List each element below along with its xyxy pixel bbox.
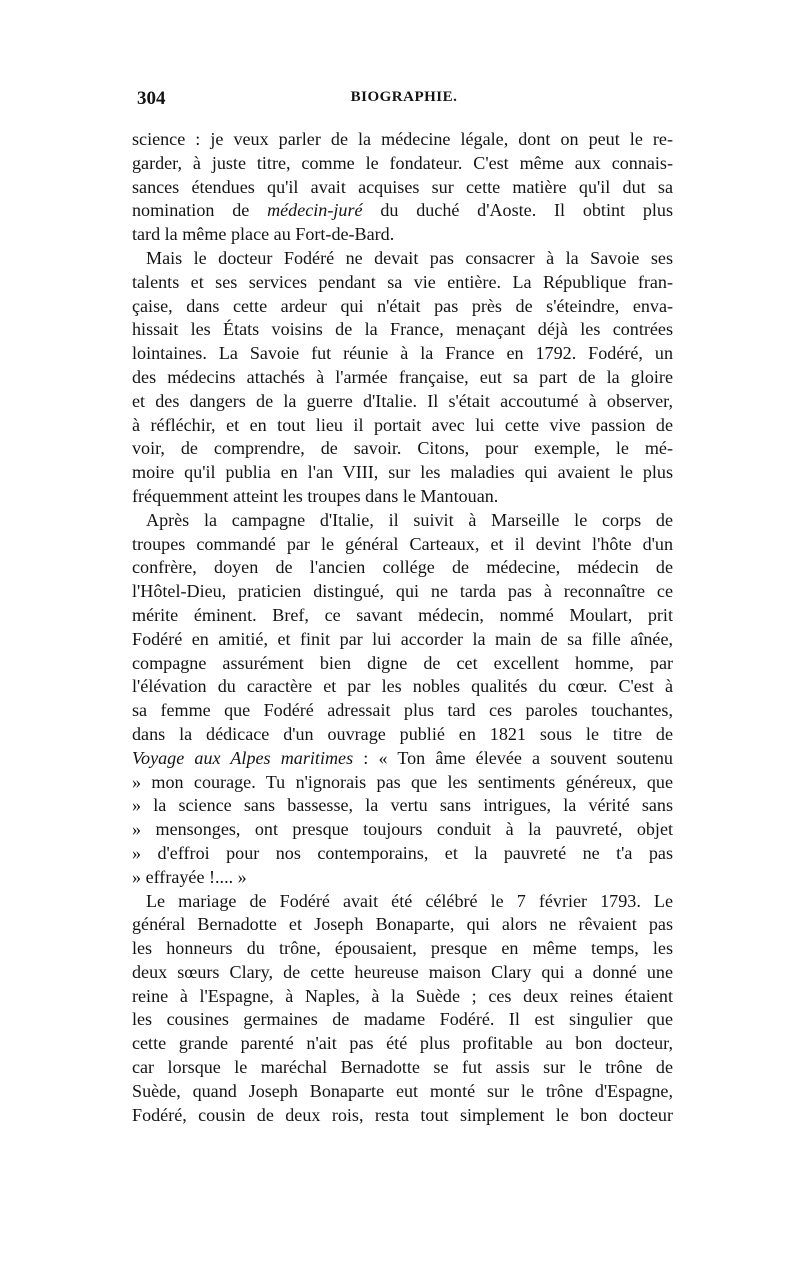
text-line	[132, 366, 673, 390]
text-line	[132, 1008, 673, 1032]
text-line	[132, 1080, 673, 1104]
text-line	[132, 913, 673, 937]
text-segment: les cousines germaines de madame Fodéré. Il est singulier que	[132, 1009, 673, 1030]
text-segment: Suède, quand Joseph Bonaparte eut monté sur le trône d'Espagne,	[132, 1080, 673, 1101]
text-segment: sances étendues qu'il avait acquises sur cette matière qu'il dut sa	[132, 176, 673, 197]
text-line	[132, 414, 673, 438]
text-segment: troupes commandé par le général Carteaux, et il devint l'hôte d'un	[132, 533, 673, 554]
italic-text-segment: médecin-juré	[267, 200, 363, 221]
text-segment: Fodéré en amitié, et finit par lui accorder la main de sa fille aînée,	[132, 628, 673, 649]
text-line	[132, 509, 673, 533]
page-number: 304	[137, 88, 166, 109]
text-line	[132, 271, 673, 295]
text-segment: » mon courage. Tu n'ignorais pas que les sentiments généreux, que	[132, 771, 673, 792]
running-title: BIOGRAPHIE.	[350, 89, 458, 105]
text-line	[132, 961, 673, 985]
text-segment: hissait les États voisins de la France, menaçant déjà les contrées	[132, 319, 673, 340]
text-segment: voir, de comprendre, de savoir. Citons, pour exemple, le mé-	[132, 438, 673, 459]
text-segment: mérite éminent. Bref, ce savant médecin, nommé Moulart, prit	[132, 604, 673, 625]
text-segment: nomination de	[132, 200, 268, 221]
text-line	[132, 437, 673, 461]
text-line	[132, 747, 673, 771]
text-segment: talents et ses services pendant sa vie entière. La République fran-	[132, 271, 673, 292]
text-segment: » d'effroi pour nos contemporains, et la pauvreté ne t'a pas	[132, 842, 673, 863]
text-line	[132, 771, 673, 795]
text-segment: lointaines. La Savoie fut réunie à la France en 1792. Fodéré, un	[132, 343, 673, 364]
text-line	[132, 794, 673, 818]
italic-text-segment: Voyage aux Alpes maritimes	[132, 747, 354, 768]
text-line	[132, 818, 673, 842]
text-segment: » mensonges, ont presque toujours conduit à la pauvreté, objet	[132, 819, 673, 840]
text-segment: çaise, dans cette ardeur qui n'était pas près de s'éteindre, enva-	[132, 295, 673, 316]
text-segment: confrère, doyen de l'ancien collége de médecine, médecin de	[132, 557, 673, 578]
text-segment: reine à l'Espagne, à Naples, à la Suède ; ces deux reines étaient	[132, 985, 673, 1006]
text-line	[132, 461, 673, 485]
text-segment: des médecins attachés à l'armée française, eut sa part de la gloire	[132, 366, 673, 387]
text-line	[132, 652, 673, 676]
text-line	[132, 866, 673, 890]
text-segment: science : je veux parler de la médecine légale, dont on peut le re-	[132, 129, 673, 149]
text-line	[132, 580, 673, 604]
text-segment: du duché d'Aoste. Il obtint plus	[362, 200, 674, 221]
text-segment: » la science sans bassesse, la vertu sans intrigues, la vérité sans	[132, 795, 673, 816]
text-line	[132, 295, 673, 319]
text-line	[132, 1104, 673, 1128]
text-segment: et des dangers de la guerre d'Italie. Il s'était accoutumé à observer,	[132, 390, 673, 411]
text-line	[132, 723, 673, 747]
text-segment: à réfléchir, et en tout lieu il portait avec lui cette vive passion de	[132, 414, 673, 435]
text-segment: l'élévation du caractère et par les nobles qualités du cœur. C'est à	[132, 676, 673, 697]
text-line	[132, 318, 673, 342]
text-line	[132, 890, 673, 914]
text-line	[132, 842, 673, 866]
text-segment: compagne assurément bien digne de cet excellent homme, par	[132, 652, 673, 673]
text-segment: les honneurs du trône, épousaient, presque en même temps, les	[132, 938, 673, 959]
text-segment: car lorsque le maréchal Bernadotte se fut assis sur le trône de	[132, 1057, 673, 1078]
text-segment: garder, à juste titre, comme le fondateur. C'est même aux connais-	[132, 152, 673, 173]
text-line	[132, 199, 673, 223]
text-line	[132, 128, 673, 152]
text-line	[132, 247, 673, 271]
text-line	[132, 152, 673, 176]
text-line	[132, 390, 673, 414]
text-line	[132, 937, 673, 961]
text-line	[132, 1032, 673, 1056]
text-line	[132, 675, 673, 699]
text-segment: » effrayée !.... »	[132, 866, 247, 887]
text-segment: Après la campagne d'Italie, il suivit à Marseille le corps de	[146, 509, 673, 530]
text-segment: Fodéré, cousin de deux rois, resta tout simplement le bon docteur	[132, 1104, 673, 1125]
text-segment: Le mariage de Fodéré avait été célébré le 7 février 1793. Le	[146, 890, 673, 911]
text-line	[132, 533, 673, 557]
text-segment: deux sœurs Clary, de cette heureuse maison Clary qui a donné une	[132, 961, 673, 982]
text-segment: tard la même place au Fort-de-Bard.	[132, 224, 395, 245]
text-line	[132, 342, 673, 366]
text-line	[132, 223, 673, 247]
text-segment: : « Ton âme élevée a souvent soutenu	[353, 747, 673, 768]
text-segment: fréquemment atteint les troupes dans le Mantouan.	[132, 485, 499, 506]
text-segment: cette grande parenté n'ait pas été plus profitable au bon docteur,	[132, 1033, 673, 1054]
text-line	[132, 628, 673, 652]
text-segment: l'Hôtel-Dieu, praticien distingué, qui ne tarda pas à reconnaître ce	[132, 581, 673, 602]
text-line	[132, 604, 673, 628]
body-text	[132, 128, 673, 1127]
text-segment: moire qu'il publia en l'an VIII, sur les maladies qui avaient le plus	[132, 462, 673, 483]
text-segment: général Bernadotte et Joseph Bonaparte, qui alors ne rêvaient pas	[132, 914, 673, 935]
text-line	[132, 699, 673, 723]
running-head	[137, 88, 671, 118]
text-line	[132, 176, 673, 200]
text-line	[132, 985, 673, 1009]
text-line	[132, 556, 673, 580]
text-line	[132, 485, 673, 509]
text-segment: dans la dédicace d'un ouvrage publié en 1821 sous le titre de	[132, 723, 673, 744]
text-segment: Mais le docteur Fodéré ne devait pas consacrer à la Savoie ses	[146, 247, 673, 268]
text-line	[132, 1056, 673, 1080]
text-segment: sa femme que Fodéré adressait plus tard ces paroles touchantes,	[132, 700, 673, 721]
